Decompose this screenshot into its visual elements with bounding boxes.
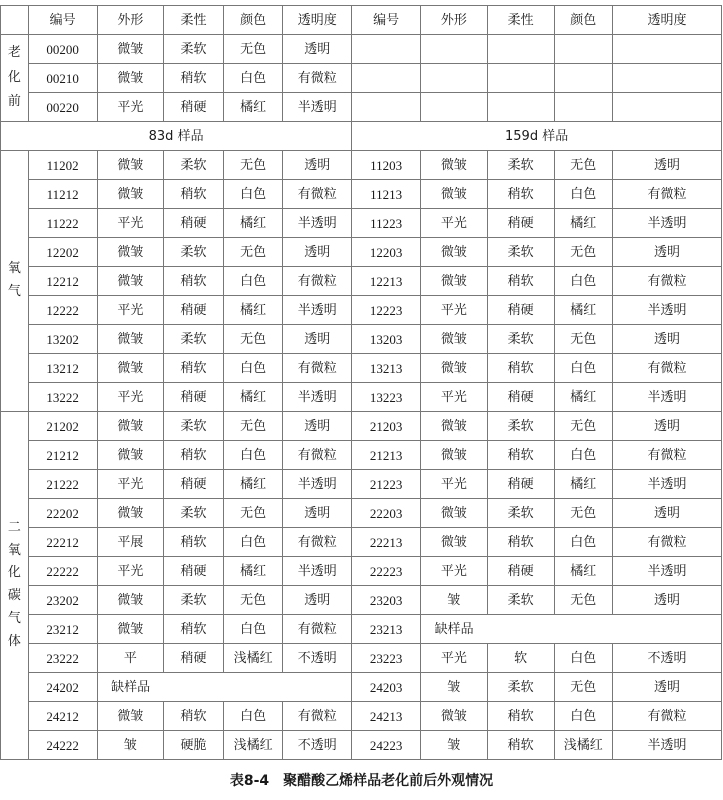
table-cell: 无色 xyxy=(223,325,283,354)
table-cell: 透明 xyxy=(613,673,722,702)
table-cell: 12212 xyxy=(28,267,97,296)
table-cell: 皱 xyxy=(421,673,488,702)
table-cell: 稍软 xyxy=(164,528,224,557)
empty-cell xyxy=(421,35,488,64)
table-cell: 白色 xyxy=(554,528,613,557)
table-cell: 稍硬 xyxy=(164,383,224,412)
group-label-text: 老化前 xyxy=(7,44,21,110)
table-cell: 无色 xyxy=(223,35,283,64)
table-cell: 无色 xyxy=(554,586,613,615)
table-cell: 柔软 xyxy=(487,238,554,267)
table-cell: 微皱 xyxy=(421,702,488,731)
empty-cell xyxy=(554,64,613,93)
table-cell: 稍软 xyxy=(164,615,224,644)
table-cell: 12203 xyxy=(352,238,421,267)
header-row xyxy=(1,6,722,35)
table-cell: 不透明 xyxy=(613,644,722,673)
table-cell: 有微粒 xyxy=(283,180,352,209)
table-cell: 透明 xyxy=(613,325,722,354)
table-cell: 稍软 xyxy=(164,354,224,383)
table-cell: 有微粒 xyxy=(283,528,352,557)
table-cell: 浅橘红 xyxy=(554,731,613,760)
table-cell: 平展 xyxy=(97,528,164,557)
table-cell: 缺样品 xyxy=(97,673,164,702)
table-cell: 22202 xyxy=(28,499,97,528)
table-cell: 透明 xyxy=(283,238,352,267)
table-cell: 稍软 xyxy=(487,731,554,760)
table-cell: 稍硬 xyxy=(487,209,554,238)
table-row xyxy=(1,731,722,760)
empty-cell xyxy=(613,35,722,64)
table-cell: 稍硬 xyxy=(164,93,224,122)
table-cell: 无色 xyxy=(554,238,613,267)
table-cell: 微皱 xyxy=(421,412,488,441)
empty-cell xyxy=(352,35,421,64)
table-cell: 有微粒 xyxy=(283,64,352,93)
table-cell: 微皱 xyxy=(97,64,164,93)
table-cell: 半透明 xyxy=(613,557,722,586)
table-cell: 12222 xyxy=(28,296,97,325)
table-cell: 23203 xyxy=(352,586,421,615)
table-cell: 稍软 xyxy=(487,441,554,470)
table-cell: 无色 xyxy=(223,238,283,267)
table-cell: 12202 xyxy=(28,238,97,267)
table-cell: 11223 xyxy=(352,209,421,238)
table-cell: 皱 xyxy=(421,586,488,615)
table-cell: 白色 xyxy=(223,354,283,383)
table-cell: 透明 xyxy=(283,325,352,354)
table-cell: 透明 xyxy=(283,412,352,441)
appearance-table xyxy=(0,5,722,760)
table-cell: 白色 xyxy=(223,528,283,557)
table-cell: 稍软 xyxy=(487,354,554,383)
column-header: 编号 xyxy=(352,6,421,35)
table-cell: 21223 xyxy=(352,470,421,499)
table-cell: 微皱 xyxy=(421,267,488,296)
table-cell: 皱 xyxy=(97,731,164,760)
column-header: 透明度 xyxy=(283,6,352,35)
table-cell: 13202 xyxy=(28,325,97,354)
column-header: 颜色 xyxy=(554,6,613,35)
empty-cell xyxy=(421,64,488,93)
table-cell: 24213 xyxy=(352,702,421,731)
table-cell: 稍软 xyxy=(487,528,554,557)
table-cell: 微皱 xyxy=(97,35,164,64)
table-cell: 橘红 xyxy=(554,557,613,586)
table-cell: 稍软 xyxy=(164,702,224,731)
table-cell: 21213 xyxy=(352,441,421,470)
table-cell: 橘红 xyxy=(223,209,283,238)
table-cell: 23213 xyxy=(352,615,421,644)
table-cell: 白色 xyxy=(223,615,283,644)
table-cell: 微皱 xyxy=(421,499,488,528)
table-cell: 稍硬 xyxy=(487,470,554,499)
table-cell: 微皱 xyxy=(97,180,164,209)
table-cell: 22213 xyxy=(352,528,421,557)
table-cell: 不透明 xyxy=(283,731,352,760)
table-cell: 透明 xyxy=(283,35,352,64)
table-cell: 13203 xyxy=(352,325,421,354)
table-cell: 稍软 xyxy=(164,441,224,470)
table-cell: 平 xyxy=(97,644,164,673)
corner-cell xyxy=(1,6,29,35)
table-cell: 不透明 xyxy=(283,644,352,673)
table-row xyxy=(1,615,722,644)
empty-cell xyxy=(421,93,488,122)
table-cell: 白色 xyxy=(554,354,613,383)
empty-cell xyxy=(613,93,722,122)
column-header: 颜色 xyxy=(223,6,283,35)
table-cell: 微皱 xyxy=(421,528,488,557)
table-row xyxy=(1,702,722,731)
table-cell: 有微粒 xyxy=(283,615,352,644)
table-cell: 白色 xyxy=(223,702,283,731)
table-cell: 缺样品 xyxy=(421,615,488,644)
table-cell: 21203 xyxy=(352,412,421,441)
column-header: 外形 xyxy=(421,6,488,35)
empty-cell xyxy=(554,93,613,122)
table-cell: 白色 xyxy=(554,644,613,673)
table-row xyxy=(1,673,722,702)
column-header: 外形 xyxy=(97,6,164,35)
table-cell: 有微粒 xyxy=(283,702,352,731)
table-cell: 24212 xyxy=(28,702,97,731)
table-cell: 微皱 xyxy=(97,586,164,615)
table-cell: 平光 xyxy=(97,93,164,122)
group-label-text: 二氧化碳气体 xyxy=(7,519,21,649)
table-cell: 13222 xyxy=(28,383,97,412)
table-cell: 透明 xyxy=(613,586,722,615)
table-cell: 23223 xyxy=(352,644,421,673)
table-cell: 11202 xyxy=(28,151,97,180)
table-cell: 稍软 xyxy=(487,702,554,731)
table-cell: 微皱 xyxy=(421,180,488,209)
empty-cell xyxy=(554,35,613,64)
empty-cell xyxy=(487,64,554,93)
table-cell: 24222 xyxy=(28,731,97,760)
table-cell: 21212 xyxy=(28,441,97,470)
table-cell: 白色 xyxy=(554,441,613,470)
table-cell: 无色 xyxy=(554,673,613,702)
table-cell: 微皱 xyxy=(97,499,164,528)
table-cell: 浅橘红 xyxy=(223,731,283,760)
table-cell: 22203 xyxy=(352,499,421,528)
empty-cell xyxy=(352,93,421,122)
table-cell: 柔软 xyxy=(487,151,554,180)
table-cell: 白色 xyxy=(554,702,613,731)
table-cell: 橘红 xyxy=(554,383,613,412)
column-header: 柔性 xyxy=(164,6,224,35)
table-row xyxy=(1,35,722,64)
table-cell: 柔软 xyxy=(487,586,554,615)
table-cell: 半透明 xyxy=(283,383,352,412)
table-cell: 稍软 xyxy=(164,180,224,209)
table-cell: 半透明 xyxy=(613,383,722,412)
table-cell: 柔软 xyxy=(164,151,224,180)
table-cell: 平光 xyxy=(97,470,164,499)
table-cell: 稍硬 xyxy=(164,557,224,586)
table-cell: 13212 xyxy=(28,354,97,383)
table-cell: 稍软 xyxy=(164,64,224,93)
table-cell: 无色 xyxy=(223,499,283,528)
table-cell: 半透明 xyxy=(613,296,722,325)
table-cell: 微皱 xyxy=(421,354,488,383)
table-cell: 无色 xyxy=(554,412,613,441)
table-cell: 稍硬 xyxy=(487,383,554,412)
table-cell xyxy=(164,673,224,702)
table-cell: 半透明 xyxy=(613,731,722,760)
column-header: 透明度 xyxy=(613,6,722,35)
table-cell: 微皱 xyxy=(97,238,164,267)
table-cell: 软 xyxy=(487,644,554,673)
table-cell: 微皱 xyxy=(97,325,164,354)
table-cell: 透明 xyxy=(283,586,352,615)
table-row xyxy=(1,64,722,93)
table-cell: 微皱 xyxy=(97,615,164,644)
table-cell: 23222 xyxy=(28,644,97,673)
table-cell: 透明 xyxy=(613,499,722,528)
table-cell: 平光 xyxy=(421,644,488,673)
table-cell: 透明 xyxy=(613,238,722,267)
table-cell: 微皱 xyxy=(421,325,488,354)
table-row xyxy=(1,586,722,615)
table-cell: 12213 xyxy=(352,267,421,296)
table-cell: 平光 xyxy=(421,557,488,586)
table-cell: 22212 xyxy=(28,528,97,557)
table-cell: 24202 xyxy=(28,673,97,702)
table-cell: 橘红 xyxy=(223,470,283,499)
table-cell: 透明 xyxy=(283,499,352,528)
group-label-before xyxy=(1,35,29,122)
table-cell: 白色 xyxy=(554,180,613,209)
table-cell: 柔软 xyxy=(164,238,224,267)
table-cell: 平光 xyxy=(97,557,164,586)
table-cell: 硬脆 xyxy=(164,731,224,760)
section-83d: 83d 样品 xyxy=(1,122,352,151)
table-cell xyxy=(283,673,352,702)
table-cell: 00220 xyxy=(28,93,97,122)
table-cell: 11212 xyxy=(28,180,97,209)
table-row xyxy=(1,441,722,470)
table-row xyxy=(1,325,722,354)
table-cell: 橘红 xyxy=(223,557,283,586)
table-row xyxy=(1,93,722,122)
table-cell: 半透明 xyxy=(613,209,722,238)
empty-cell xyxy=(613,64,722,93)
table-cell: 稍软 xyxy=(487,267,554,296)
table-cell: 平光 xyxy=(97,209,164,238)
table-cell: 柔软 xyxy=(164,586,224,615)
table-cell: 橘红 xyxy=(554,470,613,499)
table-cell: 柔软 xyxy=(164,35,224,64)
table-cell xyxy=(613,615,722,644)
table-cell: 橘红 xyxy=(554,296,613,325)
table-cell: 半透明 xyxy=(283,470,352,499)
table-row xyxy=(1,151,722,180)
table-cell: 微皱 xyxy=(97,441,164,470)
table-cell: 11222 xyxy=(28,209,97,238)
table-cell: 微皱 xyxy=(97,267,164,296)
column-header: 编号 xyxy=(28,6,97,35)
empty-cell xyxy=(487,35,554,64)
group-label-co2 xyxy=(1,412,29,760)
table-cell: 半透明 xyxy=(283,209,352,238)
group-label-text: 氧气 xyxy=(7,260,21,299)
table-cell: 00200 xyxy=(28,35,97,64)
table-cell: 21202 xyxy=(28,412,97,441)
table-cell: 无色 xyxy=(223,151,283,180)
column-header: 柔性 xyxy=(487,6,554,35)
section-159d: 159d 样品 xyxy=(352,122,722,151)
table-cell: 平光 xyxy=(97,296,164,325)
table-cell: 白色 xyxy=(223,64,283,93)
table-cell: 稍硬 xyxy=(487,296,554,325)
table-cell: 白色 xyxy=(223,441,283,470)
table-cell xyxy=(487,615,554,644)
table-cell: 稍软 xyxy=(164,267,224,296)
table-cell: 11203 xyxy=(352,151,421,180)
table-row xyxy=(1,296,722,325)
table-cell: 白色 xyxy=(223,267,283,296)
section-row xyxy=(1,122,722,151)
table-cell: 微皱 xyxy=(97,354,164,383)
table-row xyxy=(1,644,722,673)
table-cell: 透明 xyxy=(283,151,352,180)
table-row xyxy=(1,470,722,499)
table-row xyxy=(1,267,722,296)
table-cell: 半透明 xyxy=(283,557,352,586)
table-cell: 平光 xyxy=(421,296,488,325)
table-cell: 21222 xyxy=(28,470,97,499)
table-cell: 微皱 xyxy=(97,151,164,180)
table-row xyxy=(1,238,722,267)
empty-cell xyxy=(487,93,554,122)
table-cell: 23212 xyxy=(28,615,97,644)
table-cell: 白色 xyxy=(223,180,283,209)
table-cell: 11213 xyxy=(352,180,421,209)
table-caption: 表8-4 聚醋酸乙烯样品老化前后外观情况 xyxy=(229,773,494,789)
table-cell: 平光 xyxy=(421,383,488,412)
table-cell: 有微粒 xyxy=(613,180,722,209)
table-cell: 透明 xyxy=(613,151,722,180)
table-cell: 柔软 xyxy=(487,499,554,528)
table-cell xyxy=(554,615,613,644)
table-cell: 稍硬 xyxy=(164,209,224,238)
table-cell: 白色 xyxy=(554,267,613,296)
table-cell: 柔软 xyxy=(164,499,224,528)
table-row xyxy=(1,528,722,557)
table-cell: 微皱 xyxy=(421,238,488,267)
table-cell: 无色 xyxy=(554,499,613,528)
table-cell: 稍硬 xyxy=(164,644,224,673)
table-cell: 皱 xyxy=(421,731,488,760)
table-cell: 半透明 xyxy=(283,296,352,325)
table-cell: 13223 xyxy=(352,383,421,412)
table-cell: 平光 xyxy=(97,383,164,412)
table-cell: 23202 xyxy=(28,586,97,615)
table-cell: 有微粒 xyxy=(283,354,352,383)
table-row xyxy=(1,383,722,412)
table-cell: 有微粒 xyxy=(613,354,722,383)
table-cell: 00210 xyxy=(28,64,97,93)
table-cell: 半透明 xyxy=(613,470,722,499)
table-row xyxy=(1,557,722,586)
table-cell: 有微粒 xyxy=(283,441,352,470)
table-cell: 微皱 xyxy=(421,151,488,180)
table-cell: 12223 xyxy=(352,296,421,325)
table-cell: 无色 xyxy=(223,412,283,441)
table-cell: 柔软 xyxy=(164,412,224,441)
table-cell: 有微粒 xyxy=(613,702,722,731)
table-cell: 透明 xyxy=(613,412,722,441)
table-cell: 有微粒 xyxy=(283,267,352,296)
table-cell: 有微粒 xyxy=(613,267,722,296)
table-cell: 稍硬 xyxy=(164,296,224,325)
table-row xyxy=(1,180,722,209)
table-cell: 稍硬 xyxy=(164,470,224,499)
table-cell: 有微粒 xyxy=(613,441,722,470)
table-cell: 微皱 xyxy=(421,441,488,470)
table-cell: 浅橘红 xyxy=(223,644,283,673)
table-cell: 22222 xyxy=(28,557,97,586)
table-row xyxy=(1,499,722,528)
table-cell: 橘红 xyxy=(223,383,283,412)
table-body xyxy=(1,6,722,760)
empty-cell xyxy=(352,64,421,93)
table-cell: 稍软 xyxy=(487,180,554,209)
group-label-oxygen xyxy=(1,151,29,412)
table-cell: 13213 xyxy=(352,354,421,383)
table-cell: 无色 xyxy=(223,586,283,615)
table-cell: 橘红 xyxy=(223,296,283,325)
table-cell: 橘红 xyxy=(554,209,613,238)
table-cell: 橘红 xyxy=(223,93,283,122)
table-cell: 有微粒 xyxy=(613,528,722,557)
table-cell: 微皱 xyxy=(97,702,164,731)
table-cell: 平光 xyxy=(421,470,488,499)
table-cell xyxy=(223,673,283,702)
table-cell: 24223 xyxy=(352,731,421,760)
table-cell: 微皱 xyxy=(97,412,164,441)
table-cell: 柔软 xyxy=(164,325,224,354)
table-cell: 平光 xyxy=(421,209,488,238)
table-cell: 柔软 xyxy=(487,325,554,354)
table-row xyxy=(1,412,722,441)
table-cell: 柔软 xyxy=(487,673,554,702)
table-cell: 24203 xyxy=(352,673,421,702)
table-cell: 稍硬 xyxy=(487,557,554,586)
table-cell: 无色 xyxy=(554,151,613,180)
table-row xyxy=(1,209,722,238)
table-row xyxy=(1,354,722,383)
table-cell: 柔软 xyxy=(487,412,554,441)
table-cell: 22223 xyxy=(352,557,421,586)
table-cell: 无色 xyxy=(554,325,613,354)
table-cell: 半透明 xyxy=(283,93,352,122)
